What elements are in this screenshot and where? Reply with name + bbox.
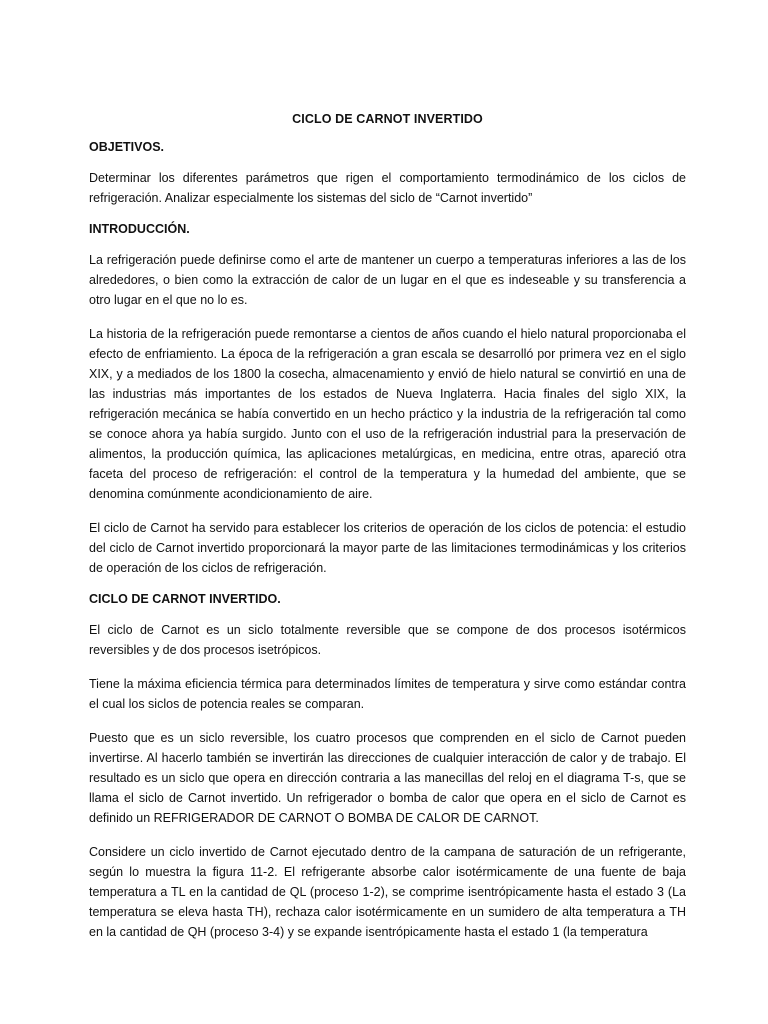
paragraph-ciclo-4: Considere un ciclo invertido de Carnot ejecutado dentro de la campana de saturación de un refrigerante, según lo muestra la figura 11-2. El refrigerante absorbe calor isotérmicamente de una fuente de baja temperatura a TL en la cantidad de QL (proceso 1-2), se comprime isentrópicamente hasta el estado 3 (La temperatura se eleva hasta TH), rechaza calor isotérmicamente en un sumidero de alta temperatura a TH en la cantidad de QH (proceso 3-4) y se expande isentrópicamente hasta el estado 1 (la temperatura (89, 845, 686, 939)
heading-ciclo-carnot: CICLO DE CARNOT INVERTIDO. (89, 592, 281, 606)
paragraph-ciclo-1: El ciclo de Carnot es un siclo totalmente reversible que se compone de dos procesos isotérmicos reversibles y de dos procesos isetrópicos. (89, 623, 686, 657)
heading-introduccion: INTRODUCCIÓN. (89, 222, 190, 236)
paragraph-ciclo-2: Tiene la máxima eficiencia térmica para determinados límites de temperatura y sirve como estándar contra el cual los siclos de potencia reales se comparan. (89, 677, 686, 711)
paragraph-ciclo-3: Puesto que es un siclo reversible, los cuatro procesos que comprenden en el siclo de Carnot pueden invertirse. Al hacerlo también se invertirán las direcciones de cualquier interacción de calor y de trabajo. El resultado es un siclo que opera en dirección contraria a las manecillas del reloj en el diagrama T-s, que se llama el siclo de Carnot invertido. Un refrigerador o bomba de calor que opera en el siclo de Carnot es definido un REFRIGERADOR DE CARNOT O BOMBA DE CALOR DE CARNOT. (89, 731, 686, 825)
paragraph-objetivos: Determinar los diferentes parámetros que rigen el comportamiento termodinámico de los ciclos de refrigeración. Analizar especialmente los sistemas del siclo de “Carnot invertido” (89, 171, 686, 205)
paragraph-intro-2: La historia de la refrigeración puede remontarse a cientos de años cuando el hielo natural proporcionaba el efecto de enfriamiento. La época de la refrigeración a gran escala se desarrolló por primera vez en el siglo XIX, y a mediados de los 1800 la cosecha, almacenamiento y envió de hielo natural se convirtió en una de las industrias más importantes de los estados de Nueva Inglaterra. Hacia finales del siglo XIX, la refrigeración mecánica se había convertido en un hecho práctico y la industria de la refrigeración tal como se conoce ahora ya había surgido. Junto con el uso de la refrigeración industrial para la preservación de alimentos, la producción química, las aplicaciones metalúrgicas, en medicina, entre otras, apareció otra faceta del proceso de refrigeración: el control de la temperatura y la humedad del ambiente, que se denomina comúnmente acondicionamiento de aire. (89, 327, 686, 501)
paragraph-intro-1: La refrigeración puede definirse como el arte de mantener un cuerpo a temperaturas inferiores a las de los alrededores, o bien como la extracción de calor de un lugar en el que es indeseable y su transferencia a otro lugar en el que no lo es. (89, 253, 686, 307)
paragraph-intro-3: El ciclo de Carnot ha servido para establecer los criterios de operación de los ciclos de potencia: el estudio del ciclo de Carnot invertido proporcionará la mayor parte de las limitaciones termodinámicas y los criterios de operación de los ciclos de refrigeración. (89, 521, 686, 575)
heading-objetivos: OBJETIVOS. (89, 140, 165, 154)
document-title: CICLO DE CARNOT INVERTIDO (292, 112, 483, 126)
